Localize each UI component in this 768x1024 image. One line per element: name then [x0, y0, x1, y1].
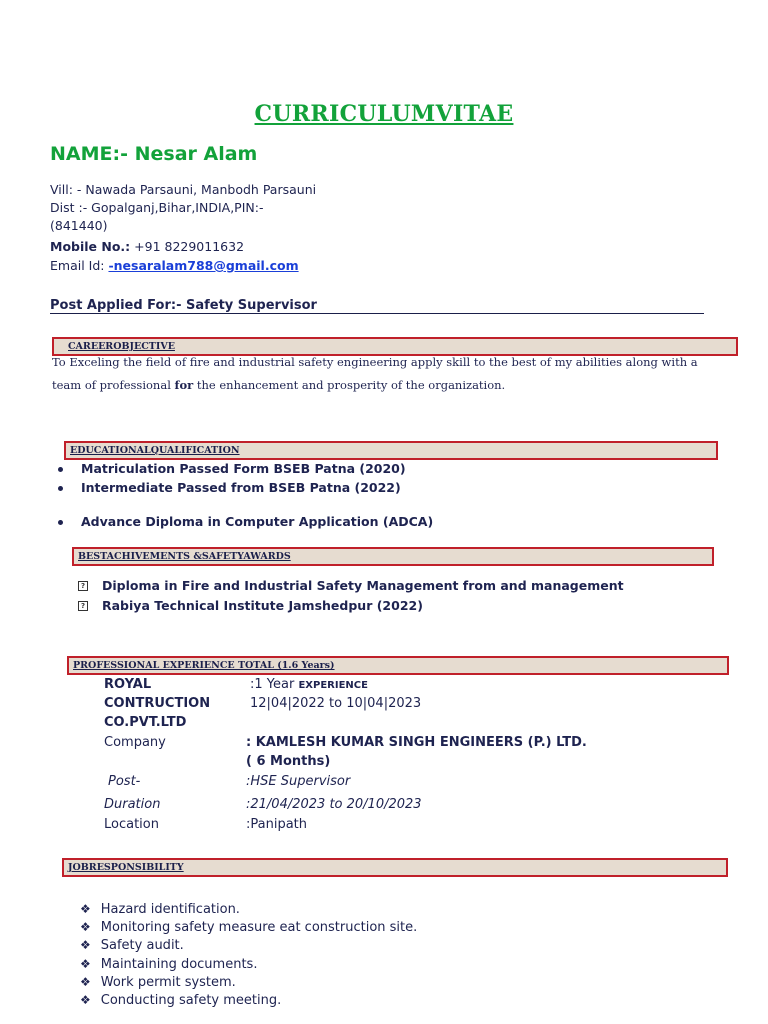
diamond-bullet-icon: ❖: [80, 975, 91, 989]
achievement-text: Rabiya Technical Institute Jamshedpur (2022): [102, 598, 423, 613]
education-item: [58, 461, 406, 476]
bullet-icon: [58, 467, 63, 472]
diamond-bullet-icon: ❖: [80, 902, 91, 916]
section-career-objective: CAREEROBJECTIVE: [52, 337, 738, 356]
mobile-line: [50, 239, 244, 254]
section-responsibility: JOBRESPONSIBILITY: [62, 858, 728, 877]
post-applied-text: Post Applied For:- Safety Supervisor: [50, 298, 317, 313]
company1-name-line-3: CO.PVT.LTD: [104, 715, 187, 730]
responsibility-text: Maintaining documents.: [100, 957, 258, 972]
career-objective-line-2: [52, 374, 712, 397]
responsibility-text: Monitoring safety measure eat construction site.: [100, 920, 418, 935]
email-line: [50, 258, 299, 273]
diamond-bullet-icon: ❖: [80, 993, 91, 1007]
diamond-bullet-icon: ❖: [80, 938, 91, 952]
section-experience: PROFESSIONAL EXPERIENCE TOTAL (1.6 Years): [67, 656, 729, 675]
company-months: ( 6 Months): [246, 754, 331, 769]
duration-value: :21/04/2023 to 20/10/2023: [246, 797, 422, 812]
address-line-3: (841440): [50, 218, 108, 233]
section-achievements: BESTACHIVEMENTS &SAFETYAWARDS: [72, 547, 714, 566]
company1-duration: [250, 677, 368, 692]
education-text: Advance Diploma in Computer Application (ADCA): [81, 514, 434, 529]
career-objective-pre: team of professional: [52, 378, 175, 392]
education-text: Intermediate Passed from BSEB Patna (2022): [81, 480, 401, 495]
responsibility-item: [80, 902, 240, 917]
responsibility-item: [80, 938, 184, 953]
email-link[interactable]: -nesaralam788@gmail.com: [108, 258, 299, 273]
company-label: Company: [104, 735, 166, 750]
company1-name-line-1: ROYAL: [104, 677, 152, 692]
company1-name-line-2: CONTRUCTION: [104, 696, 211, 711]
email-label: Email Id:: [50, 258, 109, 273]
achievement-item: [78, 578, 624, 593]
responsibility-text: Conducting safety meeting.: [100, 993, 282, 1008]
career-objective-line-1: To Exceling the field of fire and industrial safety engineering apply skill to the best of my abilities along with a: [52, 355, 698, 369]
career-objective-post: the enhancement and prosperity of the organization.: [193, 378, 506, 392]
responsibility-item: [80, 975, 236, 990]
responsibility-item: [80, 920, 417, 935]
education-item: [58, 514, 433, 529]
responsibility-item: [80, 993, 281, 1008]
candidate-name: NAME:- Nesar Alam: [50, 143, 258, 165]
location-value: :Panipath: [246, 817, 308, 832]
address-line-2: Dist :- Gopalganj,Bihar,INDIA,PIN:-: [50, 200, 264, 215]
post-applied: [50, 298, 704, 314]
company-value: : KAMLESH KUMAR SINGH ENGINEERS (P.) LTD.: [246, 735, 587, 750]
career-objective-bold: for: [174, 378, 194, 392]
diamond-bullet-icon: ❖: [80, 920, 91, 934]
diamond-bullet-icon: ❖: [80, 957, 91, 971]
checkbox-icon: ?: [78, 581, 88, 591]
responsibility-item: [80, 957, 257, 972]
checkbox-icon: ?: [78, 601, 88, 611]
address-line-1: Vill: - Nawada Parsauni, Manbodh Parsauni: [50, 182, 317, 197]
company1-duration-text: :1 Year: [250, 677, 299, 692]
responsibility-text: Safety audit.: [100, 938, 184, 953]
post-label: Post-: [108, 774, 141, 789]
document-title: CURRICULUMVITAE: [254, 101, 514, 127]
company1-duration-caps: EXPERIENCE: [298, 680, 368, 691]
post-value: :HSE Supervisor: [246, 774, 351, 789]
mobile-label: Mobile No.:: [50, 239, 131, 254]
mobile-number: +91 8229011632: [130, 239, 245, 254]
education-text: Matriculation Passed Form BSEB Patna (2020): [81, 461, 406, 476]
achievement-item: [78, 598, 423, 613]
section-education: EDUCATIONALQUALIFICATION: [64, 441, 718, 460]
bullet-icon: [58, 486, 63, 491]
education-item: [58, 480, 401, 495]
responsibility-text: Work permit system.: [100, 975, 236, 990]
duration-label: Duration: [104, 797, 161, 812]
achievement-text: Diploma in Fire and Industrial Safety Management from and management: [102, 578, 624, 593]
company1-dates: 12|04|2022 to 10|04|2023: [250, 696, 422, 711]
responsibility-text: Hazard identification.: [100, 902, 240, 917]
bullet-icon: [58, 520, 63, 525]
location-label: Location: [104, 817, 159, 832]
